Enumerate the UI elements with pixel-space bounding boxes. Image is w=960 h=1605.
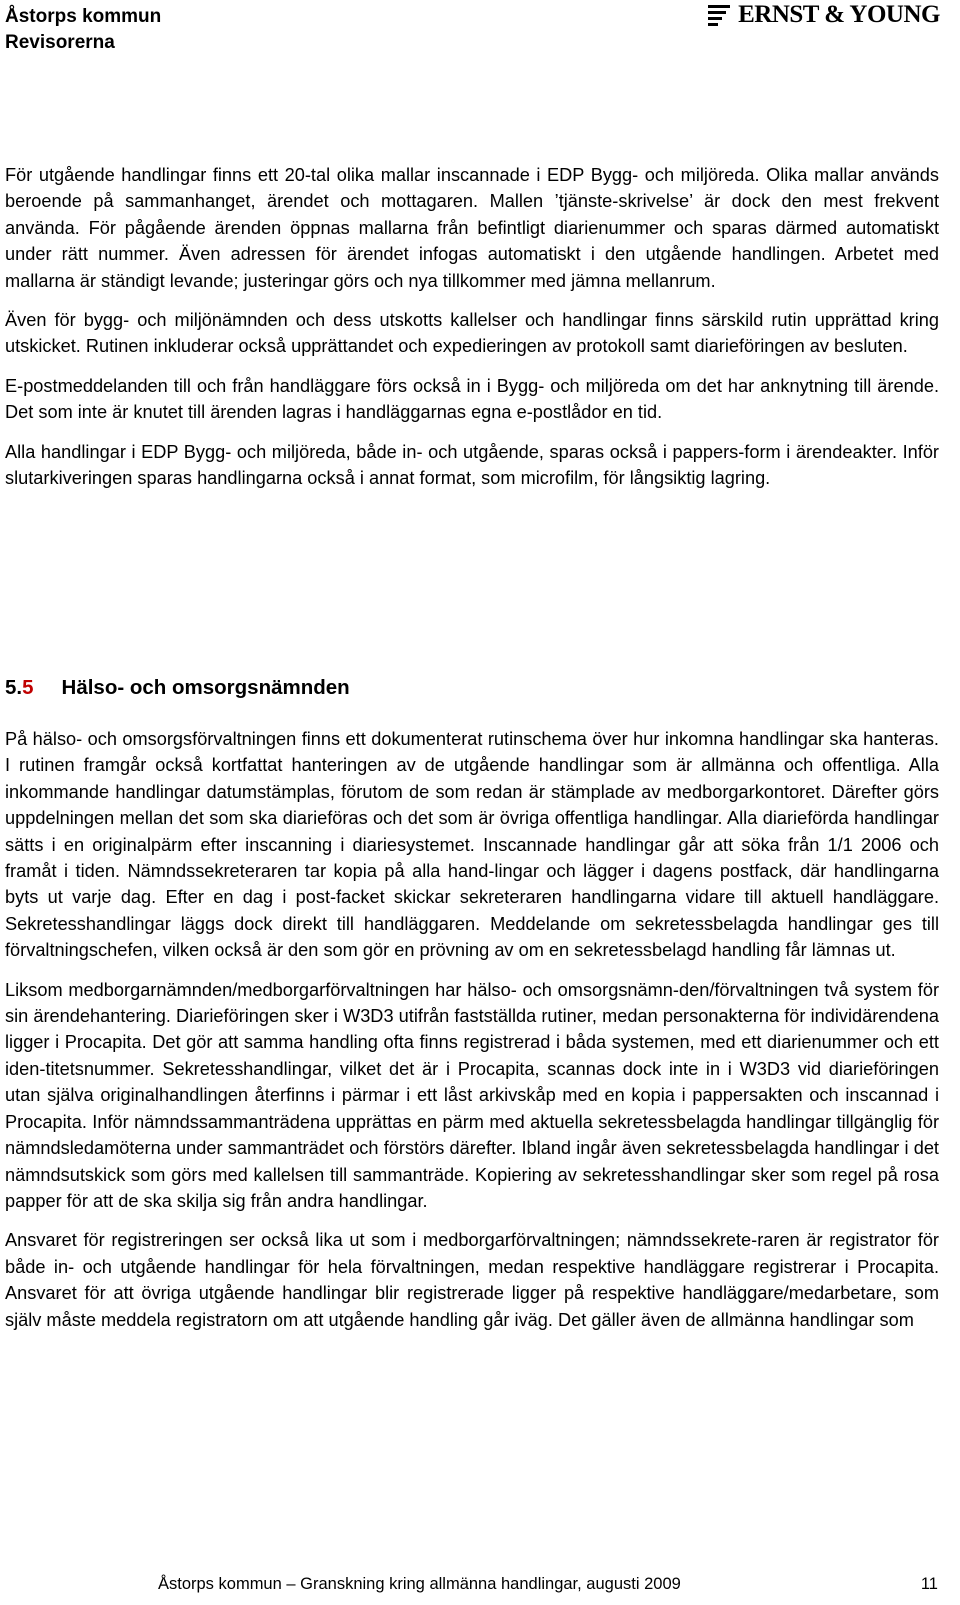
section-title: Hälso- och omsorgsnämnden — [61, 676, 350, 699]
paragraph: Även för bygg- och miljönämnden och dess utskotts kallelser och handlingar finns särskild rutin upprättad kring utskicket. Rutinen inkluderar också upprättandet och expedieringen av protokoll samt diarieföringen av besluten. — [5, 310, 939, 357]
body-section — [5, 726, 939, 1346]
body-top — [5, 162, 939, 504]
page-number: 11 — [920, 1575, 938, 1593]
paragraph: Liksom medborgarnämnden/medborgarförvaltningen har hälso- och omsorgsnämn-den/förvaltningen två system för sin ärendehantering. Diarieföringen sker i W3D3 utifrån fastställda rutiner, medan personakterna för individärendena ligger i Procapita. Det gör att samma handling ofta finns registrerad i båda systemen, med ett diarienummer och ett iden-titetsnummer. Sekretesshandlingar, vilket det är i Procapita, scannas dock inte in i W3D3 vid diarieföringen utan själva originalhandlingen återfinns i pärmar i ett låst arkivskåp med en kopia i pappersakten och inscannad i Procapita. Inför nämndssammanträdena upprättas en pärm med aktuella sekretessbelagda handlingar tillgänglig för nämndsledamöterna under sammanträdet och förstörs därefter. Ibland ingår även sekretessbelagda handlingar i det nämndsutskick som görs med kallelsen till sammanträde. Kopiering av sekretesshandlingar sker som regel på rosa papper för att de ska skilja sig från andra handlingar. — [5, 979, 939, 1211]
paragraph: E-postmeddelanden till och från handläggare förs också in i Bygg- och miljöreda om det har anknytning till ärende. Det som inte är knutet till ärenden lagras i handläggarnas egna e-postlådor en tid. — [5, 375, 939, 423]
paragraph: Ansvaret för registreringen ser också lika ut som i medborgarförvaltningen; nämndssekrete-raren är registrator för både in- och utgående handlingar för hela förvaltningen, medan respektive handläggare registrerar i Procapita. Ansvaret för att övriga utgående handlingar blir registrerade ligger på respektive handläggare/medarbetare, som själv måste meddela registratorn om att utgående handling går iväg. Det gäller även de allmänna handlingar som — [5, 1230, 939, 1330]
logo-text: ERNST & YOUNG — [738, 1, 940, 28]
paragraph: För utgående handlingar finns ett 20-tal olika mallar inscannade i EDP Bygg- och miljöreda. Olika mallar används beroende på sammanhanget, ärendet och mottagaren. Mallen ’tjänste-skrivelse’ är dock den mest frekvent använda. För pågående ärenden öppnas mallarna från befintligt diarienummer och sparas därmed automatiskt under rätt nummer. Även adressen för ärendet infogas automatiskt i den utgående handlingen. Arbetet med mallarna är ständigt levande; justeringar görs och nya tillkommer med jämna mellanrum. — [5, 165, 939, 291]
header-org: Åstorps kommun — [5, 6, 162, 27]
section-number-major: 5. — [5, 676, 23, 699]
header-dept: Revisorerna — [5, 32, 115, 53]
ernst-young-logo — [708, 2, 940, 28]
paragraph: På hälso- och omsorgsförvaltningen finns ett dokumenterat rutinschema över hur inkomna handlingar ska hanteras. I rutinen framgår också kortfattat hanteringen av de utgående handlingar som är allmänna och offentliga. Alla inkommande handlingar datumstämplas, förutom de som redan är stämplade av medborgarkontoret. Därefter görs uppdelningen mellan det som ska diarieföras och det som är övriga offentliga handlingar. Alla diarieförda handlingar sätts i en originalpärm efter inscanning i diariesystemet. Inscannade handlingar går att söka från 1/1 2006 och framåt i tiden. Nämndssekreteraren tar kopia på alla hand-lingar och lägger i dagens postfack, där handlingarna byts ut varje dag. Efter en dag i post-facket skickar sekreteraren handlingarna vidare till aktuell handläggare. Sekretesshandlingar läggs dock direkt till handläggaren. Meddelande om sekretessbelagda handlingar ges till förvaltningschefen, vilken också är den som gör en prövning av om en sekretessbelagd handling får lämnas ut. — [5, 729, 939, 961]
section-heading — [5, 676, 350, 700]
page-footer: Åstorps kommun – Granskning kring allmänna handlingar, augusti 2009 — [158, 1575, 681, 1593]
paragraph: Alla handlingar i EDP Bygg- och miljöreda, både in- och utgående, sparas också i pappers-form i ärendeakter. Inför slutarkiveringen sparas handlingarna också i annat format, som microfilm, för långsiktig lagring. — [5, 441, 939, 489]
section-number-minor: 5 — [22, 676, 34, 699]
logo-mark-icon — [708, 4, 734, 26]
page-header — [5, 4, 161, 56]
